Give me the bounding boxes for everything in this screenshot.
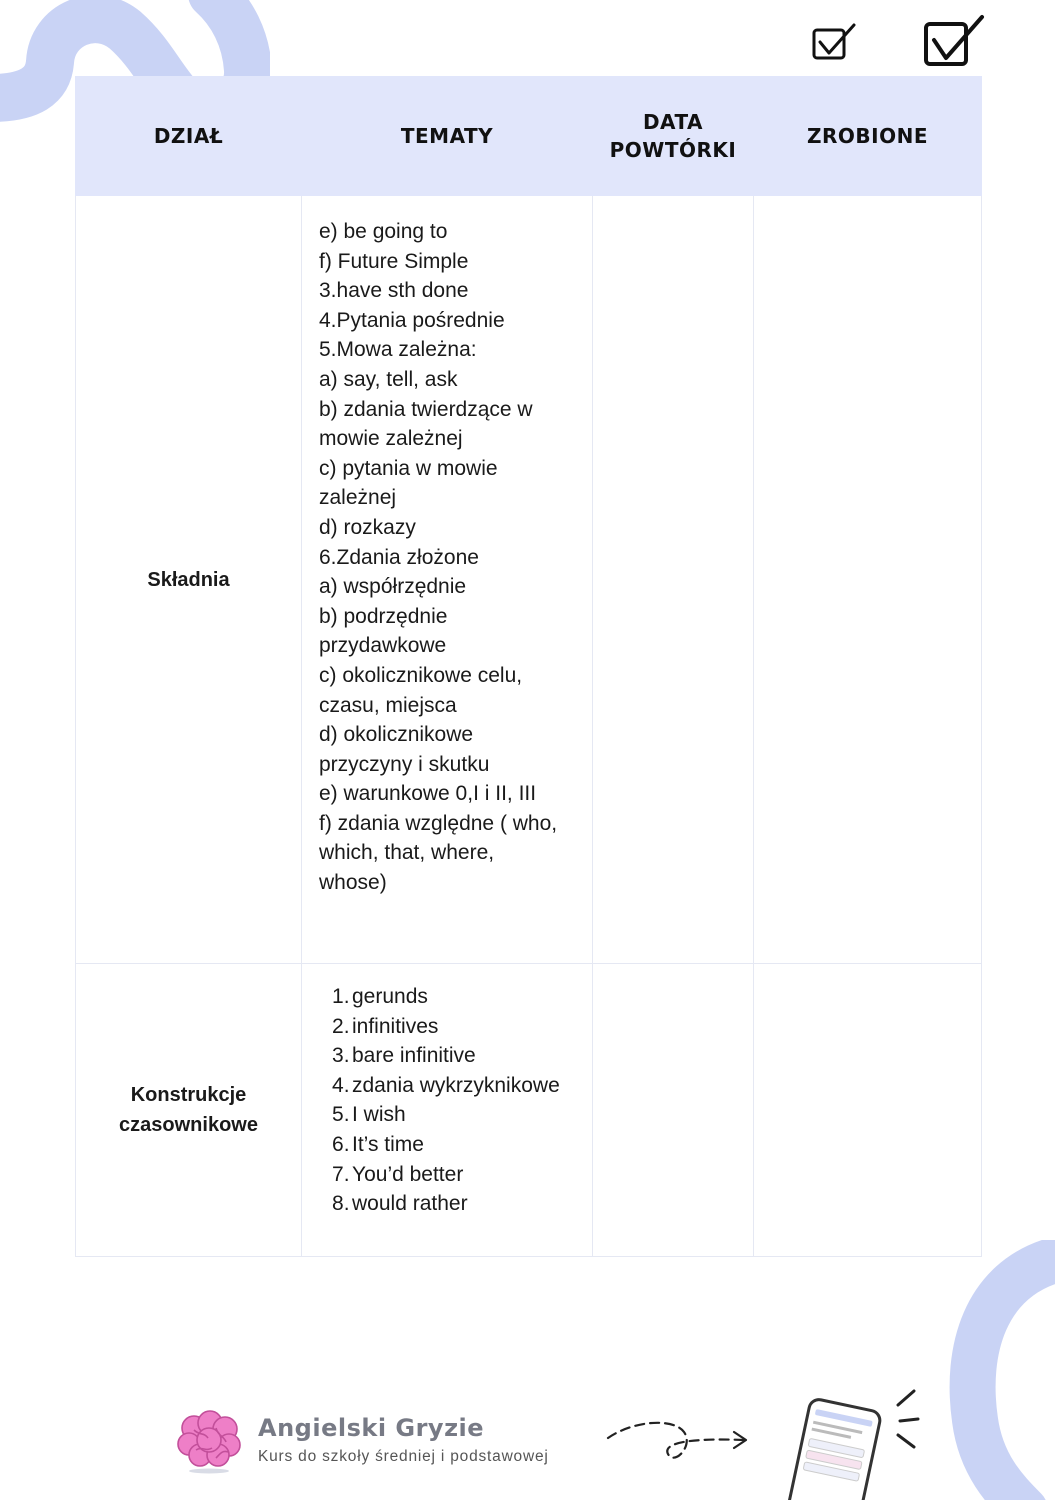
brain-logo-icon <box>176 1410 242 1474</box>
list-item: gerunds <box>352 985 428 1008</box>
topic-line: a) współrzędnie <box>319 575 467 599</box>
topic-list <box>319 982 580 1219</box>
section-name: Składnia <box>76 196 302 964</box>
topic-line: przyczyny i skutku <box>319 752 490 776</box>
topic-line: e) be going to <box>319 220 448 243</box>
brand-footer <box>176 1410 596 1480</box>
topic-line: f) Future Simple <box>319 249 469 273</box>
review-table <box>75 76 982 1257</box>
topic-line: a) say, tell, ask <box>319 367 458 391</box>
topic-line: zależnej <box>319 486 397 510</box>
review-date-cell[interactable] <box>593 196 754 964</box>
header-data-line1: DATA <box>642 110 704 134</box>
done-cell[interactable] <box>754 196 982 964</box>
review-date-cell[interactable] <box>593 964 754 1257</box>
section-line2: czasownikowe <box>119 1114 258 1136</box>
list-item: I wish <box>352 1103 406 1127</box>
topic-line: f) zdania względne ( who, <box>319 811 558 835</box>
section-line1: Konstrukcje <box>130 1084 247 1106</box>
list-item: would rather <box>352 1192 468 1216</box>
brand-name: Angielski Gryzie <box>258 1414 485 1442</box>
topics-cell <box>302 964 593 1257</box>
topic-line: przydawkowe <box>319 634 447 658</box>
header-dzial: DZIAŁ <box>76 77 302 196</box>
header-data-powtorki <box>593 77 754 196</box>
topic-line: d) rozkazy <box>319 515 416 539</box>
header-zrobione: ZROBIONE <box>754 77 982 196</box>
section-name <box>76 964 302 1257</box>
phone-icon <box>760 1385 930 1500</box>
topic-line: b) zdania twierdzące w <box>319 397 533 421</box>
topic-line: d) okolicznikowe <box>319 723 474 747</box>
topic-line: 3.have sth done <box>319 279 469 303</box>
topic-line: 4.Pytania pośrednie <box>319 308 505 332</box>
brand-subtitle: Kurs do szkoły średniej i podstawowej <box>258 1448 549 1465</box>
topic-line: whose) <box>319 871 387 895</box>
topic-line: mowie zależnej <box>319 427 463 451</box>
topic-line: 6.Zdania złożone <box>319 545 479 569</box>
arrow-icon <box>604 1410 754 1470</box>
done-cell[interactable] <box>754 964 982 1257</box>
topic-line: c) okolicznikowe celu, <box>319 663 523 687</box>
checkbox-icon-large <box>922 14 986 70</box>
topic-line: 5.Mowa zależna: <box>319 338 477 362</box>
table-header-row <box>76 77 982 196</box>
header-data-line2: POWTÓRKI <box>609 138 737 162</box>
topic-line: c) pytania w mowie <box>319 456 498 480</box>
list-item: You’d better <box>352 1162 464 1186</box>
list-item: bare infinitive <box>352 1044 476 1068</box>
header-tematy: TEMATY <box>302 77 593 196</box>
topic-line: e) warunkowe 0,I i II, III <box>319 782 537 806</box>
checkbox-icon <box>810 22 858 66</box>
topic-line: which, that, where, <box>319 841 495 865</box>
topic-line: czasu, miejsca <box>319 693 457 717</box>
list-item: infinitives <box>352 1014 439 1038</box>
table-row <box>76 964 982 1257</box>
list-item: It’s time <box>352 1132 424 1156</box>
topics-cell <box>302 196 593 964</box>
list-item: zdania wykrzyknikowe <box>352 1073 560 1097</box>
table-row <box>76 196 982 964</box>
decorative-arc <box>945 1240 1055 1500</box>
topic-line: b) podrzędnie <box>319 604 448 628</box>
